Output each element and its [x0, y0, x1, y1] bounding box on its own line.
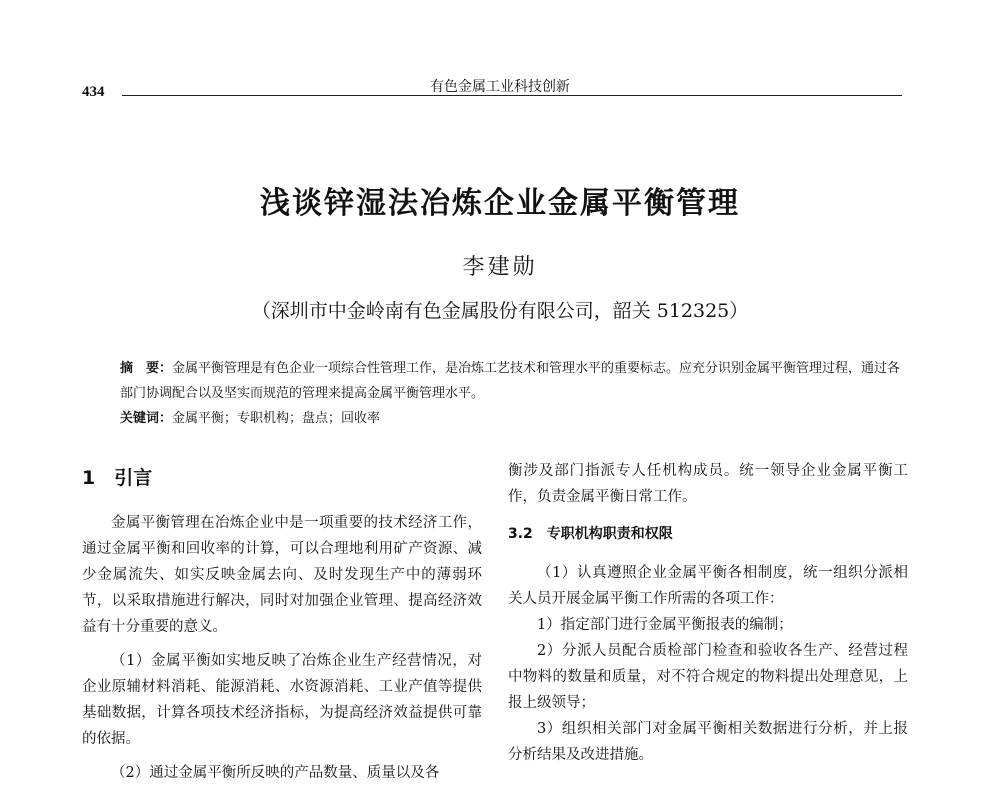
- list-item: 2）分派人员配合质检部门检查和验收各生产、经营过程中物料的数量和质量，对不符合规定的物料提出处理意见，上报上级领导；: [508, 643, 908, 711]
- author-affiliation: （深圳市中金岭南有色金属股份有限公司，韶关 512325）: [251, 300, 749, 322]
- left-column: [82, 464, 482, 786]
- keywords-text: 金属平衡；专职机构；盘点；回收率: [172, 411, 381, 426]
- journal-title: 有色金属工业科技创新: [430, 79, 570, 95]
- abstract-block: [120, 356, 910, 431]
- header-rule: [122, 95, 902, 96]
- subsection-heading: 3.2 专职机构职责和权限: [508, 526, 673, 542]
- article-title: 浅谈锌湿法冶炼企业金属平衡管理: [260, 186, 740, 221]
- abstract: [120, 356, 910, 406]
- section-heading: 1 引言: [82, 467, 153, 489]
- keywords-label: 关键词：: [120, 411, 173, 426]
- author-name: 李建勋: [462, 255, 538, 280]
- list-item: 3）组织相关部门对金属平衡相关数据进行分析，并上报分析结果及改进措施。: [508, 721, 908, 763]
- page-number: 434: [82, 84, 105, 100]
- list-item: 1）指定部门进行金属平衡报表的编制；: [537, 617, 793, 633]
- paragraph: （1）金属平衡如实地反映了冶炼企业生产经营情况，对企业原辅材料消耗、能源消耗、水资源消耗、工业产值等提供基础数据，计算各项技术经济指标，为提高经济效益提供可靠的依据。: [82, 653, 482, 747]
- paragraph: （1）认真遵照企业金属平衡各相制度，统一组织分派相关人员开展金属平衡工作所需的各项工作：: [508, 565, 908, 607]
- right-column: [508, 458, 908, 768]
- paragraph: 衡涉及部门指派专人任机构成员。统一领导企业金属平衡工作，负责金属平衡日常工作。: [508, 463, 908, 505]
- abstract-text: 金属平衡管理是有色企业一项综合性管理工作，是冶炼工艺技术和管理水平的重要标志。应充分识别金属平衡管理过程，通过各部门协调配合以及坚实而规范的管理来提高金属平衡管理水平。: [120, 361, 901, 401]
- abstract-label: 摘 要：: [120, 361, 173, 376]
- paragraph: （2）通过金属平衡所反映的产品数量、质量以及各: [111, 765, 440, 781]
- paragraph: 金属平衡管理在冶炼企业中是一项重要的技术经济工作，通过金属平衡和回收率的计算，可以合理地利用矿产资源、减少金属流失、如实反映金属去向、及时发现生产中的薄弱环节，以采取措施进行解决，同时对加强企业管理、提高经济效益有十分重要的意义。: [82, 515, 482, 635]
- keywords: [120, 406, 910, 431]
